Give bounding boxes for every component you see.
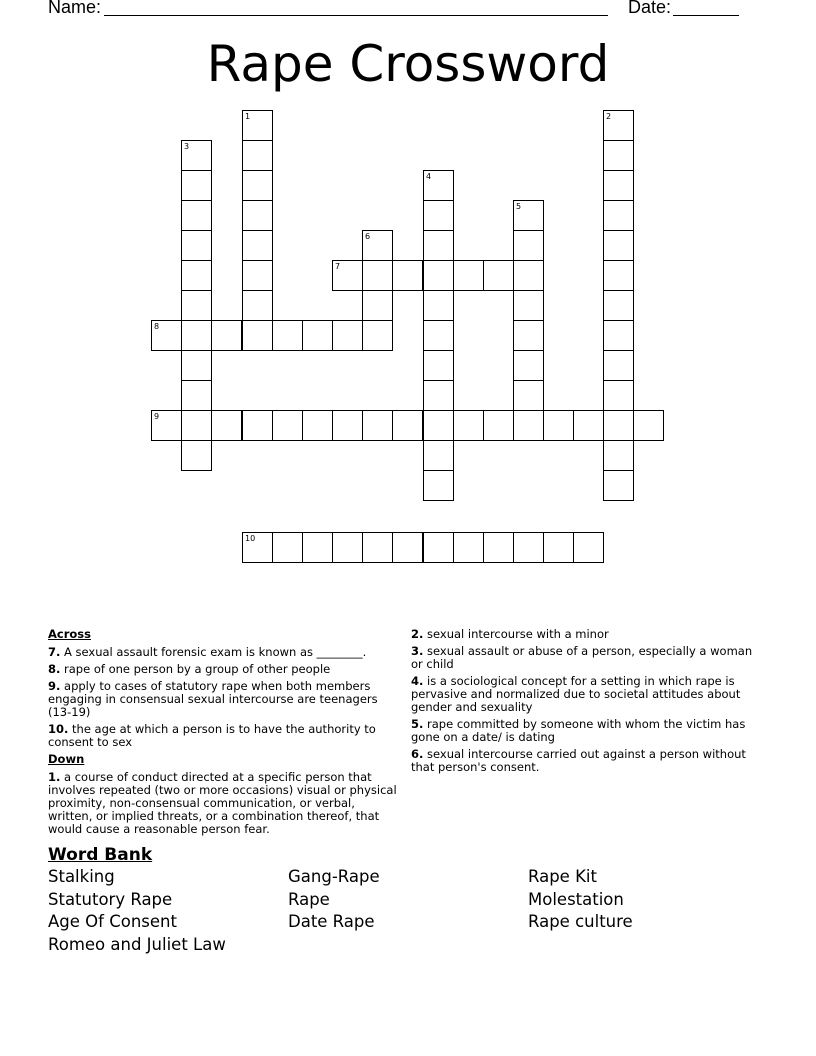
- grid-cell[interactable]: [332, 320, 363, 351]
- grid-cell[interactable]: [603, 350, 634, 381]
- grid-cell[interactable]: [181, 350, 212, 381]
- grid-cell[interactable]: [151, 320, 182, 351]
- clue-number: 1: [245, 112, 251, 121]
- word-bank-item: Molestation: [528, 889, 624, 909]
- grid-cell[interactable]: [543, 410, 574, 441]
- grid-cell[interactable]: [513, 290, 544, 321]
- grid-cell[interactable]: [603, 170, 634, 201]
- word-bank-item: Gang-Rape: [288, 867, 380, 886]
- grid-cell[interactable]: [362, 230, 393, 261]
- word-bank-item: Stalking: [48, 867, 115, 886]
- word-bank-item: Statutory Rape: [48, 889, 173, 909]
- grid-cell[interactable]: [603, 320, 634, 351]
- grid-cell[interactable]: [392, 260, 423, 291]
- clue-number: 6.: [411, 747, 424, 761]
- grid-cell[interactable]: [513, 260, 544, 291]
- down-clue-5: [411, 718, 761, 744]
- grid-cell[interactable]: [513, 320, 544, 351]
- clue-number: 4: [426, 172, 432, 181]
- clue-text: is a sociological concept for a setting in which rape is pervasive and normalized due to societal attitudes about gender and sexuality: [411, 674, 741, 714]
- clue-number: 8: [154, 322, 160, 331]
- grid-cell[interactable]: [603, 440, 634, 471]
- word-bank-item: Romeo and Juliet Law: [48, 934, 226, 954]
- clue-number: 7.: [48, 645, 61, 659]
- word-bank-item: Rape culture: [528, 912, 633, 932]
- clue-number: 8.: [48, 662, 61, 676]
- grid-cell[interactable]: [332, 410, 363, 441]
- clue-text: the age at which a person is to have the authority to consent to sex: [48, 722, 376, 749]
- grid-cell[interactable]: [362, 320, 393, 351]
- grid-cell[interactable]: [181, 230, 212, 261]
- grid-cell[interactable]: [181, 260, 212, 291]
- clue-number: 5.: [411, 717, 424, 731]
- clue-text: rape committed by someone with whom the victim has gone on a date/ is dating: [411, 717, 746, 744]
- grid-cell[interactable]: [211, 410, 242, 441]
- grid-cell[interactable]: [423, 290, 454, 321]
- grid-cell[interactable]: [453, 410, 484, 441]
- grid-cell[interactable]: [513, 532, 544, 563]
- grid-cell[interactable]: [181, 440, 212, 471]
- grid-cell[interactable]: [603, 380, 634, 411]
- grid-cell[interactable]: [603, 410, 634, 441]
- clue-number: 5: [516, 202, 522, 211]
- word-bank: [48, 844, 768, 956]
- grid-cell[interactable]: [453, 532, 484, 563]
- name-label: Name:: [48, 0, 102, 17]
- grid-cell[interactable]: [423, 170, 454, 201]
- word-bank-title: Word Bank: [48, 845, 153, 865]
- clue-text: rape of one person by a group of other people: [64, 662, 331, 676]
- grid-cell[interactable]: [423, 350, 454, 381]
- grid-cell[interactable]: [211, 320, 242, 351]
- page-title: Rape Crossword: [206, 35, 610, 93]
- word-bank-item: Rape: [288, 889, 330, 909]
- grid-cell[interactable]: [603, 470, 634, 501]
- grid-cell[interactable]: [362, 290, 393, 321]
- grid-cell[interactable]: [392, 532, 423, 563]
- clue-number: 2: [606, 112, 612, 121]
- grid-cell[interactable]: [423, 260, 454, 291]
- grid-cell[interactable]: [573, 532, 604, 563]
- clue-text: apply to cases of statutory rape when both members engaging in consensual sexual intercourse are teenagers (13-19): [48, 679, 378, 719]
- clue-number: 10.: [48, 722, 69, 736]
- down-clue-4: [411, 675, 761, 714]
- grid-cell[interactable]: [151, 410, 182, 441]
- across-heading: Across: [48, 627, 91, 641]
- clues-left-column: [48, 628, 402, 840]
- grid-cell[interactable]: [242, 230, 273, 261]
- clue-number: 9: [154, 412, 160, 421]
- down-clue-6: [411, 748, 761, 774]
- clue-text: A sexual assault forensic exam is known as ________.: [64, 645, 367, 659]
- clues-right-column: [411, 628, 761, 778]
- grid-cell[interactable]: [483, 532, 514, 563]
- grid-cell[interactable]: [332, 532, 363, 563]
- grid-cell[interactable]: [603, 200, 634, 231]
- grid-cell[interactable]: [513, 230, 544, 261]
- grid-cell[interactable]: [603, 230, 634, 261]
- grid-cell[interactable]: [332, 260, 363, 291]
- grid-cell[interactable]: [423, 440, 454, 471]
- word-bank-list: [48, 866, 768, 956]
- grid-cell[interactable]: [423, 230, 454, 261]
- grid-cell[interactable]: [603, 260, 634, 291]
- clue-number: 4.: [411, 674, 424, 688]
- grid-cell[interactable]: [513, 200, 544, 231]
- across-clue-10: [48, 723, 402, 749]
- grid-cell[interactable]: [362, 260, 393, 291]
- grid-cell[interactable]: [302, 320, 333, 351]
- grid-cell[interactable]: [483, 410, 514, 441]
- down-heading: Down: [48, 752, 85, 766]
- clue-text: a course of conduct directed at a specific person that involves repeated (two or more occasions) visual or physical proximity, non-consensual communication, or verbal, written, or implied threats, or a combination thereof, that would cause a reasonable person fear.: [48, 770, 397, 836]
- down-clue-3: [411, 645, 761, 671]
- grid-cell[interactable]: [483, 260, 514, 291]
- grid-cell[interactable]: [272, 410, 303, 441]
- grid-cell[interactable]: [302, 410, 333, 441]
- grid-cell[interactable]: [272, 320, 303, 351]
- grid-cell[interactable]: [242, 290, 273, 321]
- grid-cell[interactable]: [242, 110, 273, 141]
- grid-cell[interactable]: [633, 410, 664, 441]
- across-clue-9: [48, 680, 402, 719]
- clue-number: 9.: [48, 679, 61, 693]
- grid-cell[interactable]: [453, 260, 484, 291]
- clue-number: 3.: [411, 644, 424, 658]
- clue-number: 1.: [48, 770, 61, 784]
- grid-cell[interactable]: [181, 170, 212, 201]
- grid-cell[interactable]: [362, 410, 393, 441]
- grid-cell[interactable]: [603, 290, 634, 321]
- word-bank-item: Rape Kit: [528, 867, 597, 886]
- grid-cell[interactable]: [603, 110, 634, 141]
- grid-cell[interactable]: [573, 410, 604, 441]
- grid-cell[interactable]: [543, 532, 574, 563]
- grid-cell[interactable]: [513, 350, 544, 381]
- grid-cell[interactable]: [423, 380, 454, 411]
- down-clue-1: [48, 771, 402, 836]
- date-label: Date:: [628, 0, 672, 17]
- grid-cell[interactable]: [181, 320, 212, 351]
- clue-text: sexual assault or abuse of a person, especially a woman or child: [411, 644, 753, 671]
- grid-cell[interactable]: [423, 470, 454, 501]
- grid-cell[interactable]: [392, 410, 423, 441]
- across-clue-8: [48, 663, 402, 676]
- grid-cell[interactable]: [242, 140, 273, 171]
- grid-cell[interactable]: [423, 410, 454, 441]
- grid-cell[interactable]: [181, 410, 212, 441]
- clue-number: 2.: [411, 627, 424, 641]
- grid-cell[interactable]: [181, 380, 212, 411]
- clue-number: 3: [184, 142, 190, 151]
- grid-cell[interactable]: [302, 532, 333, 563]
- grid-cell[interactable]: [242, 320, 273, 351]
- grid-cell[interactable]: [513, 410, 544, 441]
- grid-cell[interactable]: [272, 532, 303, 563]
- across-clue-7: [48, 646, 402, 659]
- word-bank-item: Date Rape: [288, 912, 375, 932]
- clue-number: 7: [335, 262, 341, 271]
- grid-cell[interactable]: [181, 200, 212, 231]
- grid-cell[interactable]: [423, 200, 454, 231]
- clue-text: sexual intercourse with a minor: [427, 627, 609, 641]
- grid-cell[interactable]: [242, 170, 273, 201]
- grid-cell[interactable]: [242, 532, 273, 563]
- grid-cell[interactable]: [242, 260, 273, 291]
- clue-text: sexual intercourse carried out against a person without that person's consent.: [411, 747, 746, 774]
- grid-cell[interactable]: [603, 140, 634, 171]
- grid-cell[interactable]: [181, 290, 212, 321]
- grid-cell[interactable]: [513, 380, 544, 411]
- grid-cell[interactable]: [423, 532, 454, 563]
- down-clue-2: [411, 628, 761, 641]
- grid-cell[interactable]: [181, 140, 212, 171]
- grid-cell[interactable]: [242, 200, 273, 231]
- grid-cell[interactable]: [242, 410, 273, 441]
- clue-number: 10: [245, 534, 256, 543]
- grid-cell[interactable]: [423, 320, 454, 351]
- grid-cell[interactable]: [362, 532, 393, 563]
- word-bank-item: Age Of Consent: [48, 912, 177, 932]
- clue-number: 6: [365, 232, 371, 241]
